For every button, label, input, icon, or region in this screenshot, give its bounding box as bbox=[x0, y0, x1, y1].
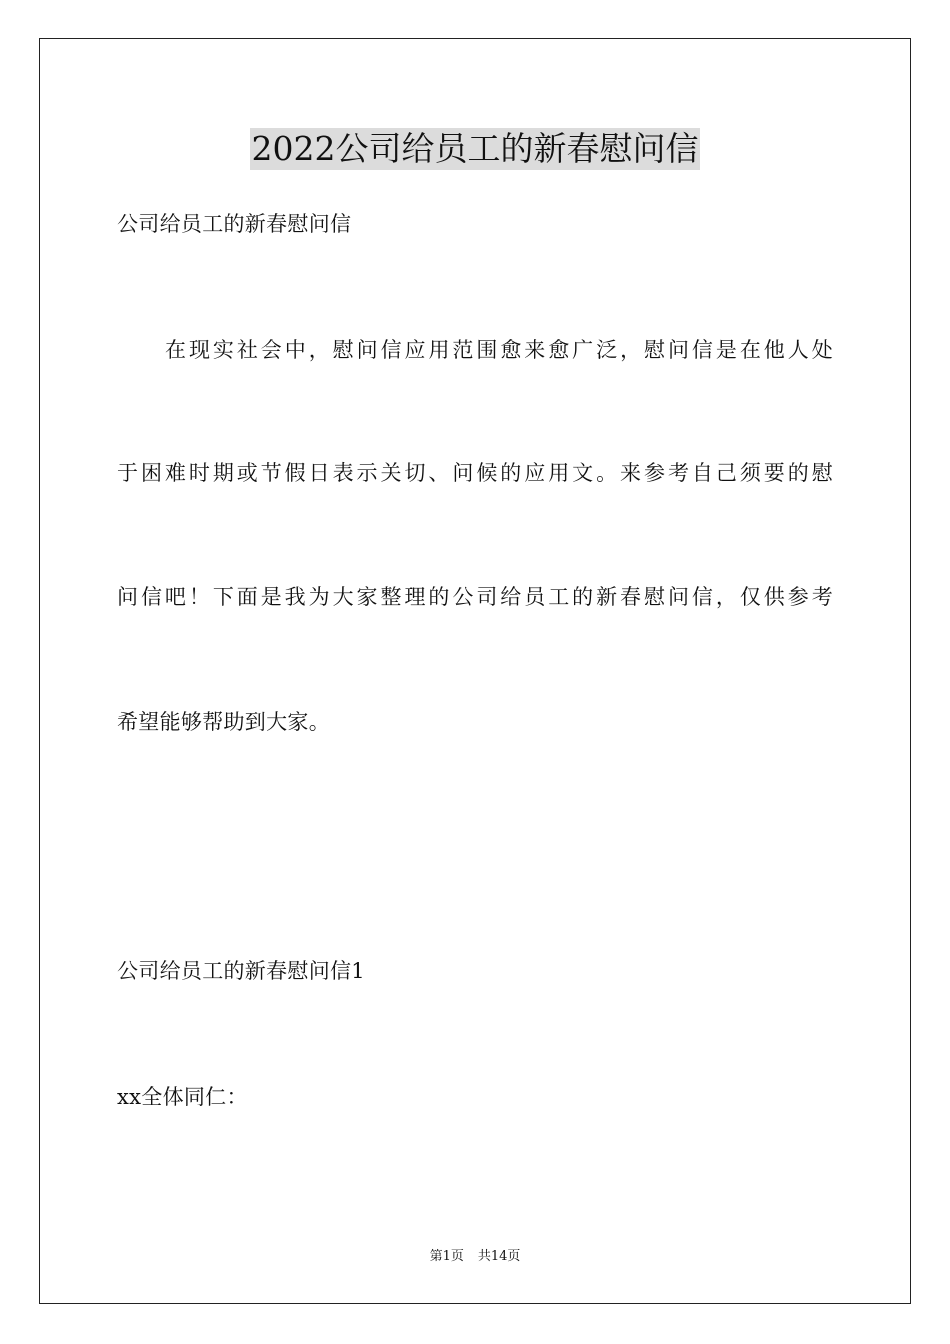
document-title bbox=[0, 128, 950, 170]
salutation: xx全体同仁： bbox=[117, 1085, 248, 1109]
section-heading: 公司给员工的新春慰问信1 bbox=[117, 959, 365, 983]
intro-line-4: 希望能够帮助到大家。 bbox=[117, 710, 330, 734]
page-number-current: 第1页 bbox=[429, 1249, 464, 1264]
intro-line-3: 问信吧！下面是我为大家整理的公司给员工的新春慰问信，仅供参考 bbox=[117, 585, 833, 609]
document-title-text: 2022公司给员工的新春慰问信 bbox=[251, 129, 699, 168]
document-subtitle: 公司给员工的新春慰问信 bbox=[117, 212, 352, 236]
page-number-total: 共14页 bbox=[477, 1249, 521, 1264]
page-footer bbox=[0, 1248, 950, 1266]
intro-line-2: 于困难时期或节假日表示关切、问候的应用文。来参考自己须要的慰 bbox=[117, 461, 833, 485]
intro-line-1: 在现实社会中，慰问信应用范围愈来愈广泛，慰问信是在他人处 bbox=[165, 338, 833, 362]
